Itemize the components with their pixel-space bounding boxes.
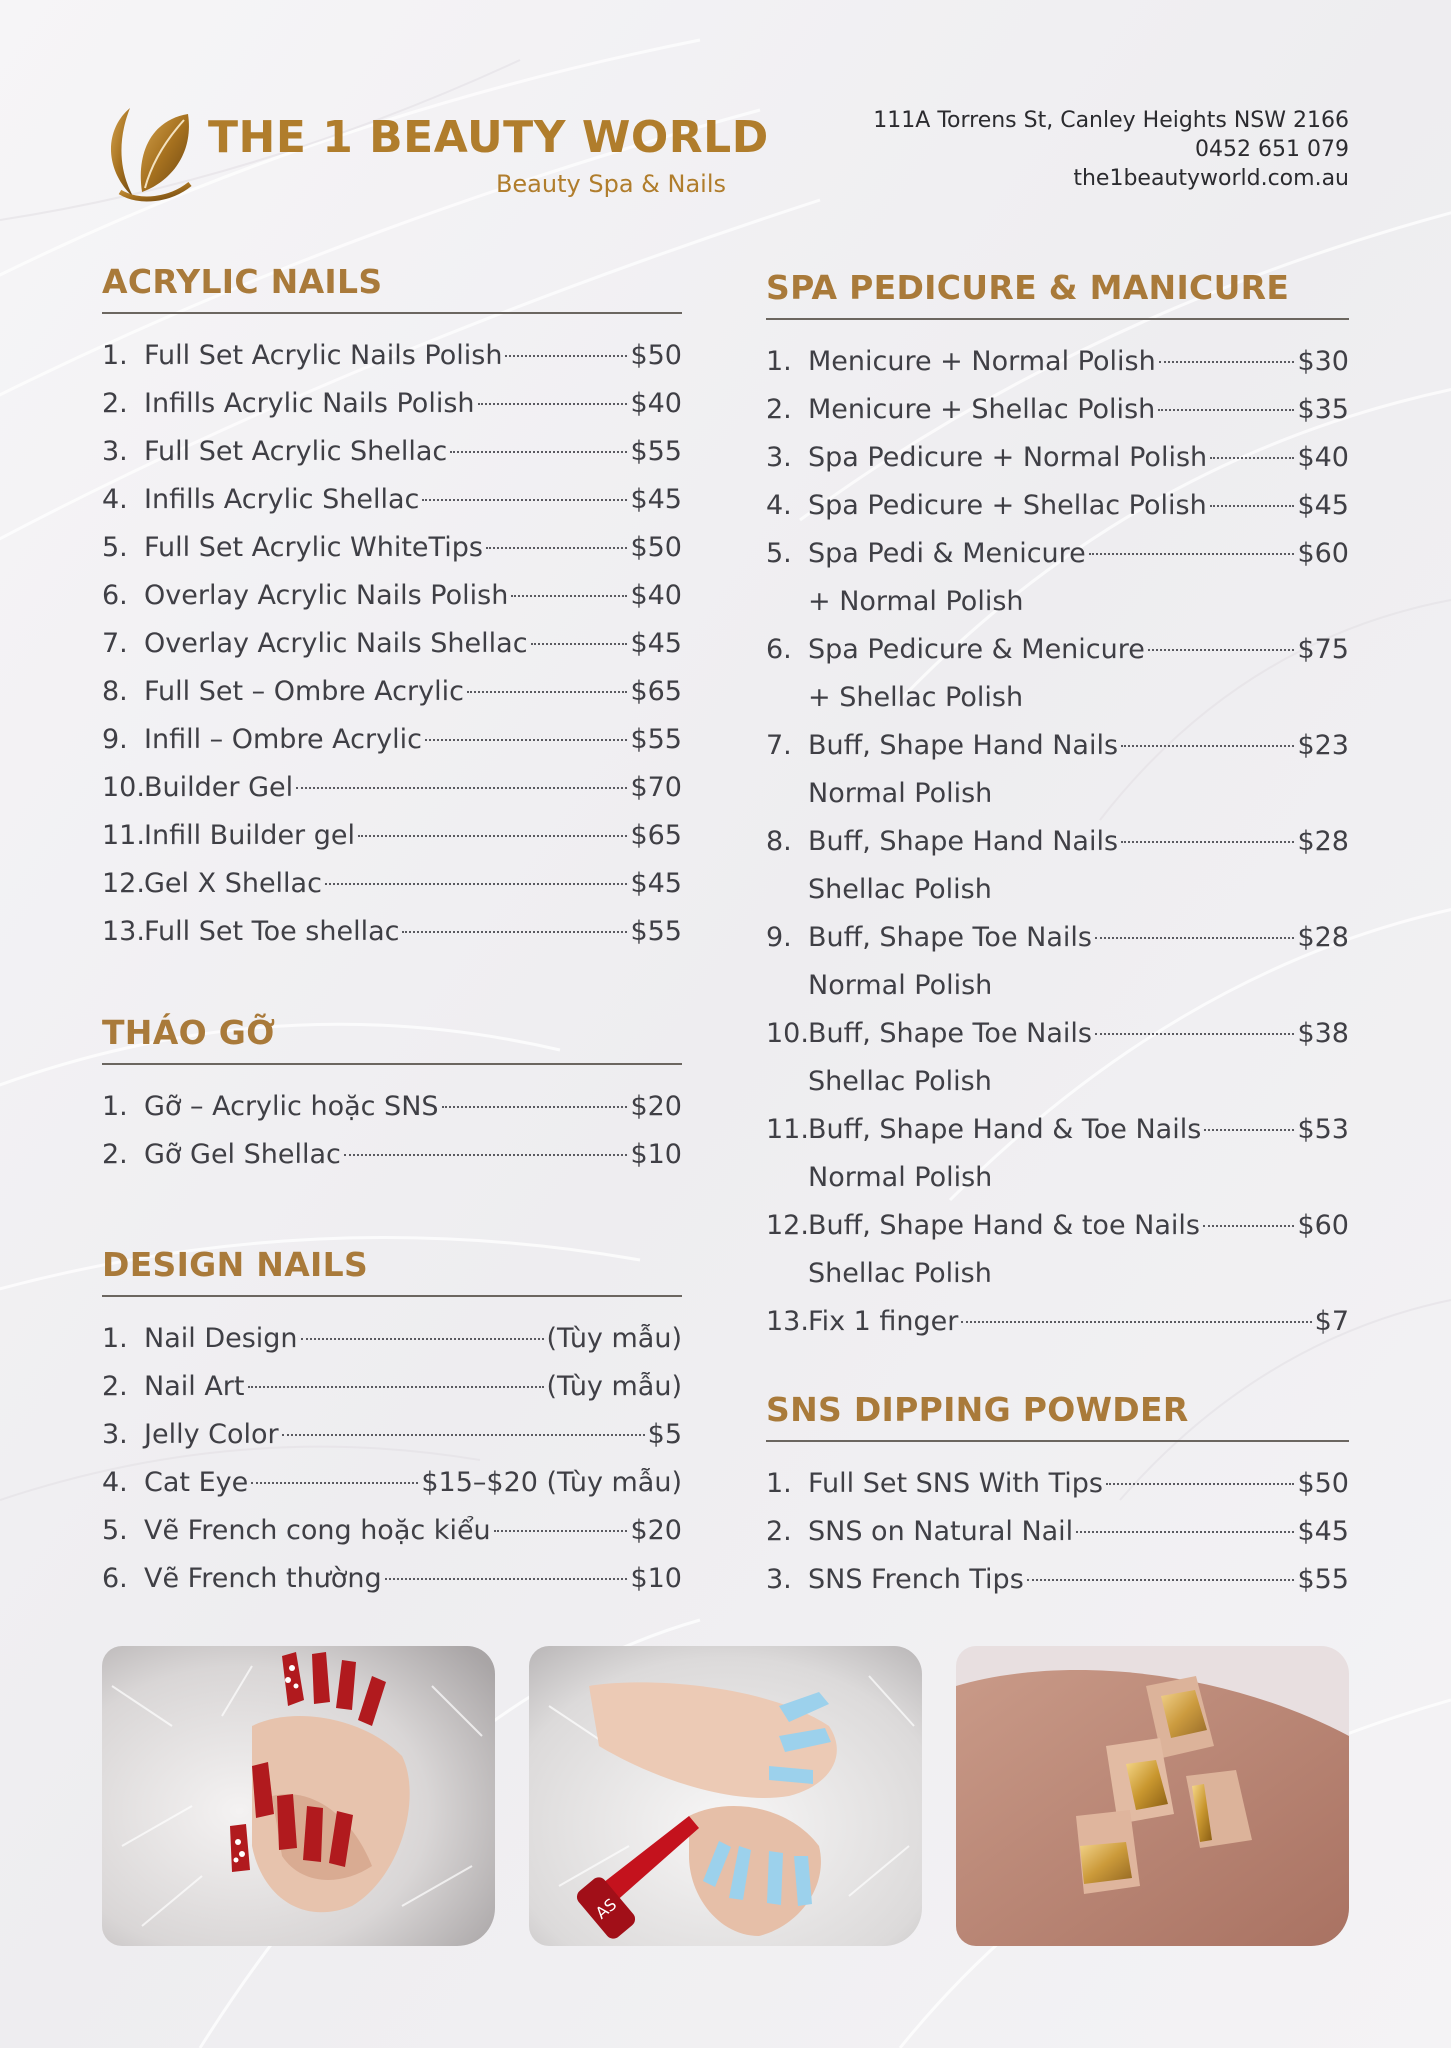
item-price: $65 [630,676,682,707]
dot-leader [1148,649,1295,651]
item-price: $45 [630,484,682,515]
item-price: $60 [1297,1210,1349,1241]
price-item [766,1298,1349,1346]
price-item [102,860,682,908]
item-line [808,818,1349,866]
item-line [808,1460,1349,1508]
item-price: $45 [630,628,682,659]
item-number: 2. [766,394,792,425]
item-body [144,860,682,908]
item-body [144,1315,682,1363]
item-price: $53 [1297,1114,1349,1145]
price-item [102,668,682,716]
item-body [144,908,682,956]
item-line [808,722,1349,770]
item-line [144,668,682,716]
item-body [808,434,1349,482]
item-subtitle: + Shellac Polish [808,682,1024,713]
item-line [144,1507,682,1555]
item-name: Buff, Shape Hand & toe Nails [808,1210,1200,1241]
price-item [766,434,1349,482]
section-title: SPA PEDICURE & MANICURE [766,268,1349,320]
dot-leader [1159,361,1295,363]
item-line [144,1459,682,1507]
item-line [808,1556,1349,1604]
price-item [766,626,1349,722]
item-name: Infills Acrylic Shellac [144,484,420,515]
item-price: $28 [1297,922,1349,953]
item-price: $30 [1297,346,1349,377]
item-line [808,1508,1349,1556]
price-item [766,1010,1349,1106]
section-title: ACRYLIC NAILS [102,262,682,314]
price-list [102,1065,682,1179]
dot-leader [1106,1483,1294,1485]
item-price: $10 [630,1139,682,1170]
item-subtitle: Shellac Polish [808,1258,992,1289]
item-name: Gel X Shellac [144,868,322,899]
item-name: Menicure + Shellac Polish [808,394,1156,425]
dot-leader [494,1530,628,1532]
item-price: $38 [1297,1018,1349,1049]
price-item [766,1556,1349,1604]
item-price: $45 [1297,490,1349,521]
item-line [808,626,1349,674]
item-body [808,530,1349,626]
item-name: Fix 1 finger [808,1306,959,1337]
item-number: 1. [102,340,128,371]
dot-leader [251,1482,418,1484]
item-price: $50 [630,532,682,563]
item-number: 13. [102,916,145,947]
price-list [766,1442,1349,1604]
item-name: Buff, Shape Hand Nails [808,730,1119,761]
design-nails-section [102,1245,682,1603]
item-name: Spa Pedicure & Menicure [808,634,1145,665]
sns-dipping-section [766,1390,1349,1604]
item-name: Full Set Toe shellac [144,916,400,947]
dot-leader [344,1154,628,1156]
item-line [144,1411,682,1459]
item-body [144,764,682,812]
item-price: $35 [1297,394,1349,425]
item-name: Overlay Acrylic Nails Polish [144,580,509,611]
price-item [102,812,682,860]
item-line [144,572,682,620]
price-item [766,914,1349,1010]
item-number: 5. [766,538,792,569]
item-number: 9. [102,724,128,755]
item-line [808,1202,1349,1250]
dot-leader [1027,1579,1295,1581]
dot-leader [450,451,627,453]
item-number: 5. [102,532,128,563]
brand-name: THE 1 BEAUTY WORLD [208,112,769,163]
item-name: Cat Eye [144,1467,249,1498]
item-price: $10 [630,1563,682,1594]
photo-blue-nails [529,1646,922,1946]
item-price: $5 [647,1419,682,1450]
item-body [144,1411,682,1459]
item-name: Menicure + Normal Polish [808,346,1156,377]
item-body [808,722,1349,818]
item-number: 2. [102,1139,128,1170]
item-body [808,338,1349,386]
item-number: 8. [766,826,792,857]
item-name: Buff, Shape Toe Nails [808,922,1092,953]
item-line [808,338,1349,386]
item-name: Builder Gel [144,772,294,803]
item-line [808,914,1349,962]
item-line [144,1363,682,1411]
item-subtitle: Shellac Polish [808,1066,992,1097]
section-title: DESIGN NAILS [102,1245,682,1297]
item-line [144,476,682,524]
item-body [808,1010,1349,1106]
price-item [766,530,1349,626]
item-line [808,1106,1349,1154]
item-price: $28 [1297,826,1349,857]
item-price: $23 [1297,730,1349,761]
leaf-logo-icon [100,100,200,204]
item-price: $70 [630,772,682,803]
price-item [102,380,682,428]
item-line [144,764,682,812]
item-body [808,914,1349,1010]
price-item [102,1131,682,1179]
dot-leader [1158,409,1294,411]
dot-leader [442,1106,628,1108]
item-name: Infills Acrylic Nails Polish [144,388,475,419]
price-item [102,1083,682,1131]
item-name: Full Set Acrylic WhiteTips [144,532,483,563]
item-line [808,1298,1349,1346]
item-name: SNS French Tips [808,1564,1024,1595]
item-price: $75 [1297,634,1349,665]
item-number: 7. [766,730,792,761]
item-body [808,1202,1349,1298]
item-subtitle: Normal Polish [808,970,993,1001]
item-name: Full Set Acrylic Nails Polish [144,340,503,371]
item-body [144,476,682,524]
thao-go-section [102,1013,682,1179]
price-item [766,818,1349,914]
item-body [144,1459,682,1507]
item-name: Gỡ – Acrylic hoặc SNS [144,1091,439,1122]
item-body [808,818,1349,914]
item-line [144,1315,682,1363]
item-price: $20 [630,1515,682,1546]
item-name: Gỡ Gel Shellac [144,1139,341,1170]
dot-leader [402,931,627,933]
item-number: 4. [102,1467,128,1498]
website-link[interactable]: the1beautyworld.com.au [1073,166,1349,191]
dot-leader [282,1434,645,1436]
price-item [102,476,682,524]
dot-leader [296,787,627,789]
price-item [102,764,682,812]
item-body [144,620,682,668]
price-item [102,572,682,620]
price-item [102,524,682,572]
price-item [102,1363,682,1411]
dot-leader [1076,1531,1294,1533]
item-price: $7 [1314,1306,1349,1337]
item-number: 1. [766,346,792,377]
price-item [766,1460,1349,1508]
dot-leader [301,1338,544,1340]
price-item [766,482,1349,530]
item-body [808,482,1349,530]
dot-leader [961,1321,1311,1323]
section-title: THÁO GỠ [102,1013,682,1065]
price-item [766,386,1349,434]
acrylic-nails-section [102,262,682,956]
address-text: 111A Torrens St, Canley Heights NSW 2166 [873,108,1349,133]
dot-leader [385,1578,628,1580]
item-body [808,626,1349,722]
item-body [144,668,682,716]
item-number: 3. [102,436,128,467]
item-price: $55 [630,436,682,467]
item-number: 3. [766,1564,792,1595]
item-name: SNS on Natural Nail [808,1516,1074,1547]
item-number: 6. [766,634,792,665]
price-item [766,1508,1349,1556]
price-item [102,1507,682,1555]
price-item [102,1315,682,1363]
item-body [144,524,682,572]
item-body [144,716,682,764]
dot-leader [425,739,628,741]
item-name: Infill Builder gel [144,820,355,851]
item-name: Spa Pedicure + Shellac Polish [808,490,1207,521]
price-item [766,338,1349,386]
dot-leader [511,595,627,597]
item-number: 10. [766,1018,809,1049]
phone-text[interactable]: 0452 651 079 [1195,137,1349,162]
item-number: 10. [102,772,145,803]
item-number: 4. [766,490,792,521]
item-body [144,1555,682,1603]
item-number: 2. [102,388,128,419]
item-body [144,812,682,860]
dot-leader [1203,1225,1294,1227]
item-name: Infill – Ombre Acrylic [144,724,422,755]
item-name: Spa Pedi & Menicure [808,538,1086,569]
item-subtitle: + Normal Polish [808,586,1024,617]
item-subtitle: Shellac Polish [808,874,992,905]
item-price: $65 [630,820,682,851]
price-item [766,1106,1349,1202]
item-line [808,530,1349,578]
item-number: 4. [102,484,128,515]
dot-leader [1204,1129,1294,1131]
dot-leader [1121,841,1294,843]
item-body [808,1298,1349,1346]
item-body [144,332,682,380]
dot-leader [1095,1033,1294,1035]
dot-leader [422,499,627,501]
item-subtitle: Normal Polish [808,1162,993,1193]
dot-leader [1210,457,1294,459]
item-number: 9. [766,922,792,953]
item-number: 5. [102,1515,128,1546]
item-line [144,428,682,476]
item-name: Spa Pedicure + Normal Polish [808,442,1208,473]
item-body [144,380,682,428]
price-item [102,716,682,764]
item-body [808,1556,1349,1604]
item-line [144,620,682,668]
item-number: 8. [102,676,128,707]
dot-leader [505,355,627,357]
item-line [808,386,1349,434]
price-list [102,1297,682,1603]
item-line [808,434,1349,482]
item-line [808,1010,1349,1058]
item-number: 13. [766,1306,809,1337]
item-line [144,1131,682,1179]
item-number: 11. [102,820,145,851]
dot-leader [1121,745,1294,747]
item-name: Buff, Shape Hand Nails [808,826,1119,857]
item-price: $40 [630,388,682,419]
item-body [144,1507,682,1555]
item-price: $55 [630,724,682,755]
item-price: $15–$20 (Tùy mẫu) [421,1467,682,1498]
item-body [808,1508,1349,1556]
item-number: 2. [102,1371,128,1402]
item-number: 12. [102,868,145,899]
item-number: 1. [766,1468,792,1499]
item-price: (Tùy mẫu) [546,1371,682,1402]
item-price: $60 [1297,538,1349,569]
item-body [144,428,682,476]
dot-leader [1095,937,1294,939]
item-body [144,1363,682,1411]
photo-gold-nails [956,1646,1349,1946]
section-title: SNS DIPPING POWDER [766,1390,1349,1442]
item-number: 1. [102,1323,128,1354]
item-body [808,1460,1349,1508]
price-item [102,332,682,380]
price-list [766,320,1349,1346]
item-price: $50 [1297,1468,1349,1499]
dot-leader [358,835,627,837]
price-item [102,1459,682,1507]
item-price: $40 [630,580,682,611]
price-item [102,908,682,956]
item-number: 11. [766,1114,809,1145]
item-price: $45 [1297,1516,1349,1547]
brand-logo [100,100,769,210]
item-body [144,1131,682,1179]
dot-leader [248,1386,544,1388]
item-name: Jelly Color [144,1419,279,1450]
item-price: $45 [630,868,682,899]
item-body [808,386,1349,434]
item-name: Overlay Acrylic Nails Shellac [144,628,528,659]
dot-leader [531,643,628,645]
item-name: Vẽ French cong hoặc kiểu [144,1515,491,1546]
item-line [144,812,682,860]
item-number: 1. [102,1091,128,1122]
dot-leader [1089,553,1295,555]
dot-leader [486,547,628,549]
item-name: Nail Art [144,1371,245,1402]
contact-block [873,106,1349,193]
price-item [102,1555,682,1603]
dot-leader [467,691,628,693]
item-body [144,1083,682,1131]
photo-red-nails [102,1646,495,1946]
price-item [102,1411,682,1459]
item-line [144,908,682,956]
item-body [808,1106,1349,1202]
item-name: Buff, Shape Hand & Toe Nails [808,1114,1202,1145]
item-number: 3. [102,1419,128,1450]
item-line [144,1083,682,1131]
item-name: Full Set SNS With Tips [808,1468,1103,1499]
price-item [102,428,682,476]
dot-leader [325,883,628,885]
bottle-label: AS [591,1894,621,1923]
item-price: $50 [630,340,682,371]
item-subtitle: Normal Polish [808,778,993,809]
item-number: 2. [766,1516,792,1547]
item-name: Nail Design [144,1323,298,1354]
item-number: 7. [102,628,128,659]
price-item [766,1202,1349,1298]
item-body [144,572,682,620]
price-item [102,620,682,668]
item-name: Full Set – Ombre Acrylic [144,676,464,707]
item-name: Full Set Acrylic Shellac [144,436,448,467]
item-name: Vẽ French thường [144,1563,382,1594]
item-price: $40 [1297,442,1349,473]
item-price: $20 [630,1091,682,1122]
item-price: (Tùy mẫu) [546,1323,682,1354]
item-line [808,482,1349,530]
item-price: $55 [1297,1564,1349,1595]
item-line [144,1555,682,1603]
price-list [102,314,682,956]
dot-leader [478,403,628,405]
item-line [144,860,682,908]
item-line [144,380,682,428]
item-number: 6. [102,1563,128,1594]
item-line [144,716,682,764]
item-number: 6. [102,580,128,611]
item-number: 12. [766,1210,809,1241]
brand-tagline: Beauty Spa & Nails [495,170,726,198]
item-line [144,524,682,572]
item-line [144,332,682,380]
price-item [766,722,1349,818]
dot-leader [1210,505,1295,507]
item-price: $55 [630,916,682,947]
item-number: 3. [766,442,792,473]
item-name: Buff, Shape Toe Nails [808,1018,1092,1049]
spa-pedicure-section [766,268,1349,1346]
